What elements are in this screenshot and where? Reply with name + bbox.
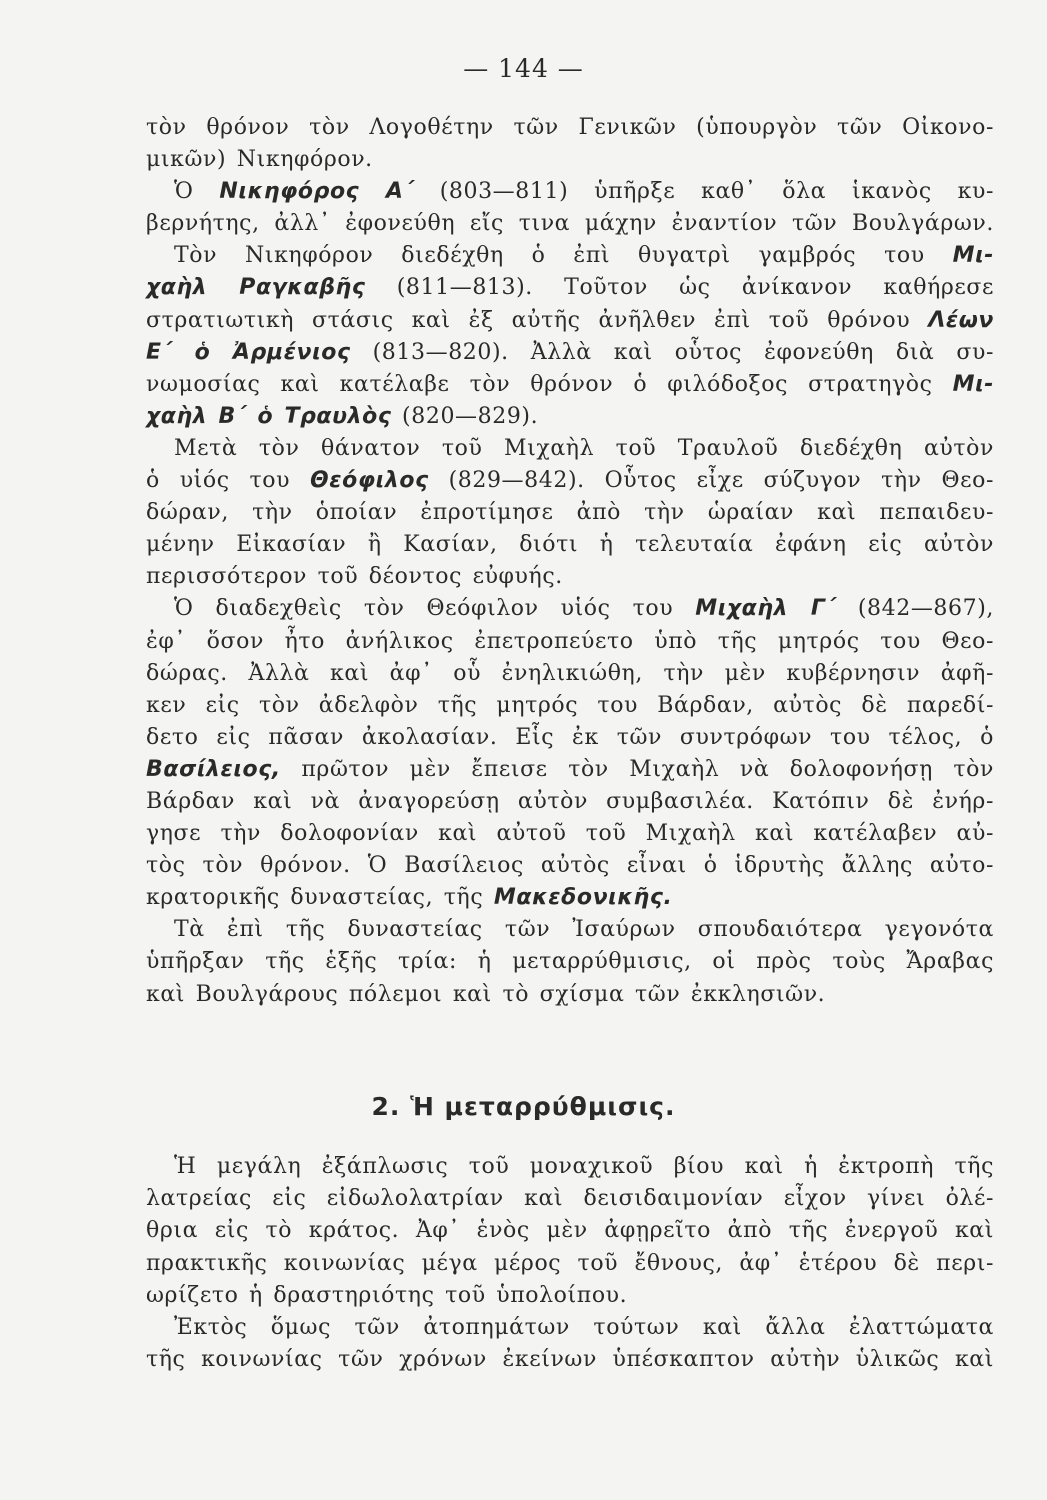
text-line: χαὴλ Β΄ ὁ Τραυλὸς (820—829). (146, 403, 539, 429)
text-line: μικῶν) Νικηφόρον. (146, 147, 373, 173)
text-line: δώραν, τὴν ὁποίαν ἐπροτίμησε ἀπὸ τὴν ὡραίαν καὶ πεπαιδευ- (146, 500, 994, 526)
text-line: ωρίζετο ἡ δραστηριότης τοῦ ὑπολοίπου. (146, 1282, 628, 1308)
emphasized-name: Μι- (952, 243, 994, 269)
text-line: καὶ Βουλγάρους πόλεμοι καὶ τὸ σχίσμα τῶν ἐκκλησιῶν. (146, 981, 826, 1007)
text-line: ὑπῆρξαν τῆς ἑξῆς τρία: ἡ μεταρρύθμισις, οἱ πρὸς τοὺς Ἄραβας (146, 949, 994, 975)
text-line: ὁ υἱός του Θεόφιλος (829—842). Οὗτος εἶχε σύζυγον τὴν Θεο- (146, 468, 994, 494)
section-heading: 2. Ἡ μεταρρύθμισις. (371, 1092, 676, 1121)
text-line: μένην Εἰκασίαν ἢ Κασίαν, διότι ἡ τελευταία ἐφάνη εἰς αὐτὸν (146, 532, 994, 558)
emphasized-name: χαὴλ Ραγκαβῆς (146, 275, 366, 301)
text-line: πρακτικῆς κοινωνίας μέγα μέρος τοῦ ἔθνους, ἀφ᾽ ἑτέρου δὲ περι- (146, 1250, 994, 1276)
text-line: Τὰ ἐπὶ τῆς δυναστείας τῶν Ἰσαύρων σπουδαιότερα γεγονότα (174, 917, 994, 943)
emphasized-name: Λέων (928, 307, 994, 333)
text-line: Μετὰ τὸν θάνατον τοῦ Μιχαὴλ τοῦ Τραυλοῦ διεδέχθη αὐτὸν (174, 435, 994, 461)
text-line: θρια εἰς τὸ κράτος. Ἀφ᾽ ἑνὸς μὲν ἀφῃρεῖτο ἀπὸ τῆς ἐνεργοῦ καὶ (146, 1218, 994, 1244)
text-line: Ὁ διαδεχθεὶς τὸν Θεόφιλον υἱός του Μιχαὴλ Γ΄ (842—867), (174, 596, 994, 622)
emphasized-name: Μιχαὴλ Γ΄ (695, 596, 836, 622)
text-line: χαὴλ Ραγκαβῆς (811—813). Τοῦτον ὡς ἀνίκανον καθήρεσε (146, 275, 994, 301)
text-line: βερνήτης, ἀλλ᾽ ἐφονεύθη εἴς τινα μάχην ἐναντίον τῶν Βουλγάρων. (146, 211, 994, 237)
emphasized-name: χαὴλ Β΄ ὁ Τραυλὸς (146, 403, 392, 429)
text-line: Ὁ Νικηφόρος Α΄ (803—811) ὑπῆρξε καθ᾽ ὅλα ἱκανὸς κυ- (174, 179, 994, 205)
text-line: δετο εἰς πᾶσαν ἀκολασίαν. Εἷς ἐκ τῶν συντρόφων του τέλος, ὁ (146, 724, 994, 750)
text-line: νωμοσίας καὶ κατέλαβε τὸν θρόνον ὁ φιλόδοξος στρατηγὸς Μι- (146, 371, 994, 397)
emphasized-name: Μι- (952, 371, 994, 397)
text-line: Ε΄ ὁ Ἀρμένιος (813—820). Ἀλλὰ καὶ οὗτος ἐφονεύθη διὰ συ- (146, 339, 994, 365)
text-line: λατρείας εἰς εἰδωλολατρίαν καὶ δεισιδαιμονίαν εἶχον γίνει ὀλέ- (146, 1186, 994, 1212)
emphasized-name: Θεόφιλος (309, 468, 429, 494)
text-line: Τὸν Νικηφόρον διεδέχθη ὁ ἐπὶ θυγατρὶ γαμβρός του Μι- (174, 243, 994, 269)
main-text (146, 112, 994, 1011)
text-line: Ἐκτὸς ὅμως τῶν ἀτοπημάτων τούτων καὶ ἄλλα ἐλαττώματα (174, 1314, 994, 1340)
text-line: κεν εἰς τὸν ἀδελφὸν τῆς μητρός του Βάρδαν, αὐτὸς δὲ παρεδί- (146, 692, 994, 718)
text-line: Βασίλειος, πρῶτον μὲν ἔπεισε τὸν Μιχαὴλ νὰ δολοφονήσῃ τὸν (146, 756, 994, 782)
text-line: Ἡ μεγάλη ἐξάπλωσις τοῦ μοναχικοῦ βίου καὶ ἡ ἐκτροπὴ τῆς (174, 1154, 994, 1179)
text-line: περισσότερον τοῦ δέοντος εὐφυής. (146, 564, 563, 590)
text-line: ἐφ᾽ ὅσον ἦτο ἀνήλικος ἐπετροπεύετο ὑπὸ τῆς μητρός του Θεο- (146, 628, 994, 654)
text-line: τῆς κοινωνίας τῶν χρόνων ἐκείνων ὑπέσκαπτον αὐτὴν ὑλικῶς καὶ (146, 1347, 994, 1373)
text-line: τὸς τὸν θρόνον. Ὁ Βασίλειος αὐτὸς εἶναι ὁ ἱδρυτὴς ἄλλης αὐτο- (146, 853, 994, 879)
text-line: γησε τὴν δολοφονίαν καὶ αὐτοῦ τοῦ Μιχαὴλ καὶ κατέλαβεν αὐ- (146, 821, 994, 847)
page-number: — 144 — (463, 54, 584, 83)
text-line: δώρας. Ἀλλὰ καὶ ἀφ᾽ οὗ ἐνηλικιώθη, τὴν μὲν κυβέρνησιν ἀφῆ- (146, 660, 994, 686)
emphasized-name: Βασίλειος, (146, 756, 281, 782)
text-line: στρατιωτικὴ στάσις καὶ ἐξ αὐτῆς ἀνῆλθεν ἐπὶ τοῦ θρόνου Λέων (146, 307, 994, 333)
emphasized-name: Μακεδονικῆς. (493, 885, 673, 911)
text-line: Βάρδαν καὶ νὰ ἀναγορεύσῃ αὐτὸν συμβασιλέα. Κατόπιν δὲ ἐνήρ- (146, 788, 994, 814)
emphasized-name: Ε΄ ὁ Ἀρμένιος (146, 339, 351, 365)
emphasized-name: Νικηφόρος Α΄ (219, 179, 414, 205)
text-line: τὸν θρόνον τὸν Λογοθέτην τῶν Γενικῶν (ὑπουργὸν τῶν Οἰκονο- (146, 115, 994, 140)
section-text (146, 1151, 994, 1376)
text-line: κρατορικῆς δυναστείας, τῆς Μακεδονικῆς. (146, 885, 673, 911)
